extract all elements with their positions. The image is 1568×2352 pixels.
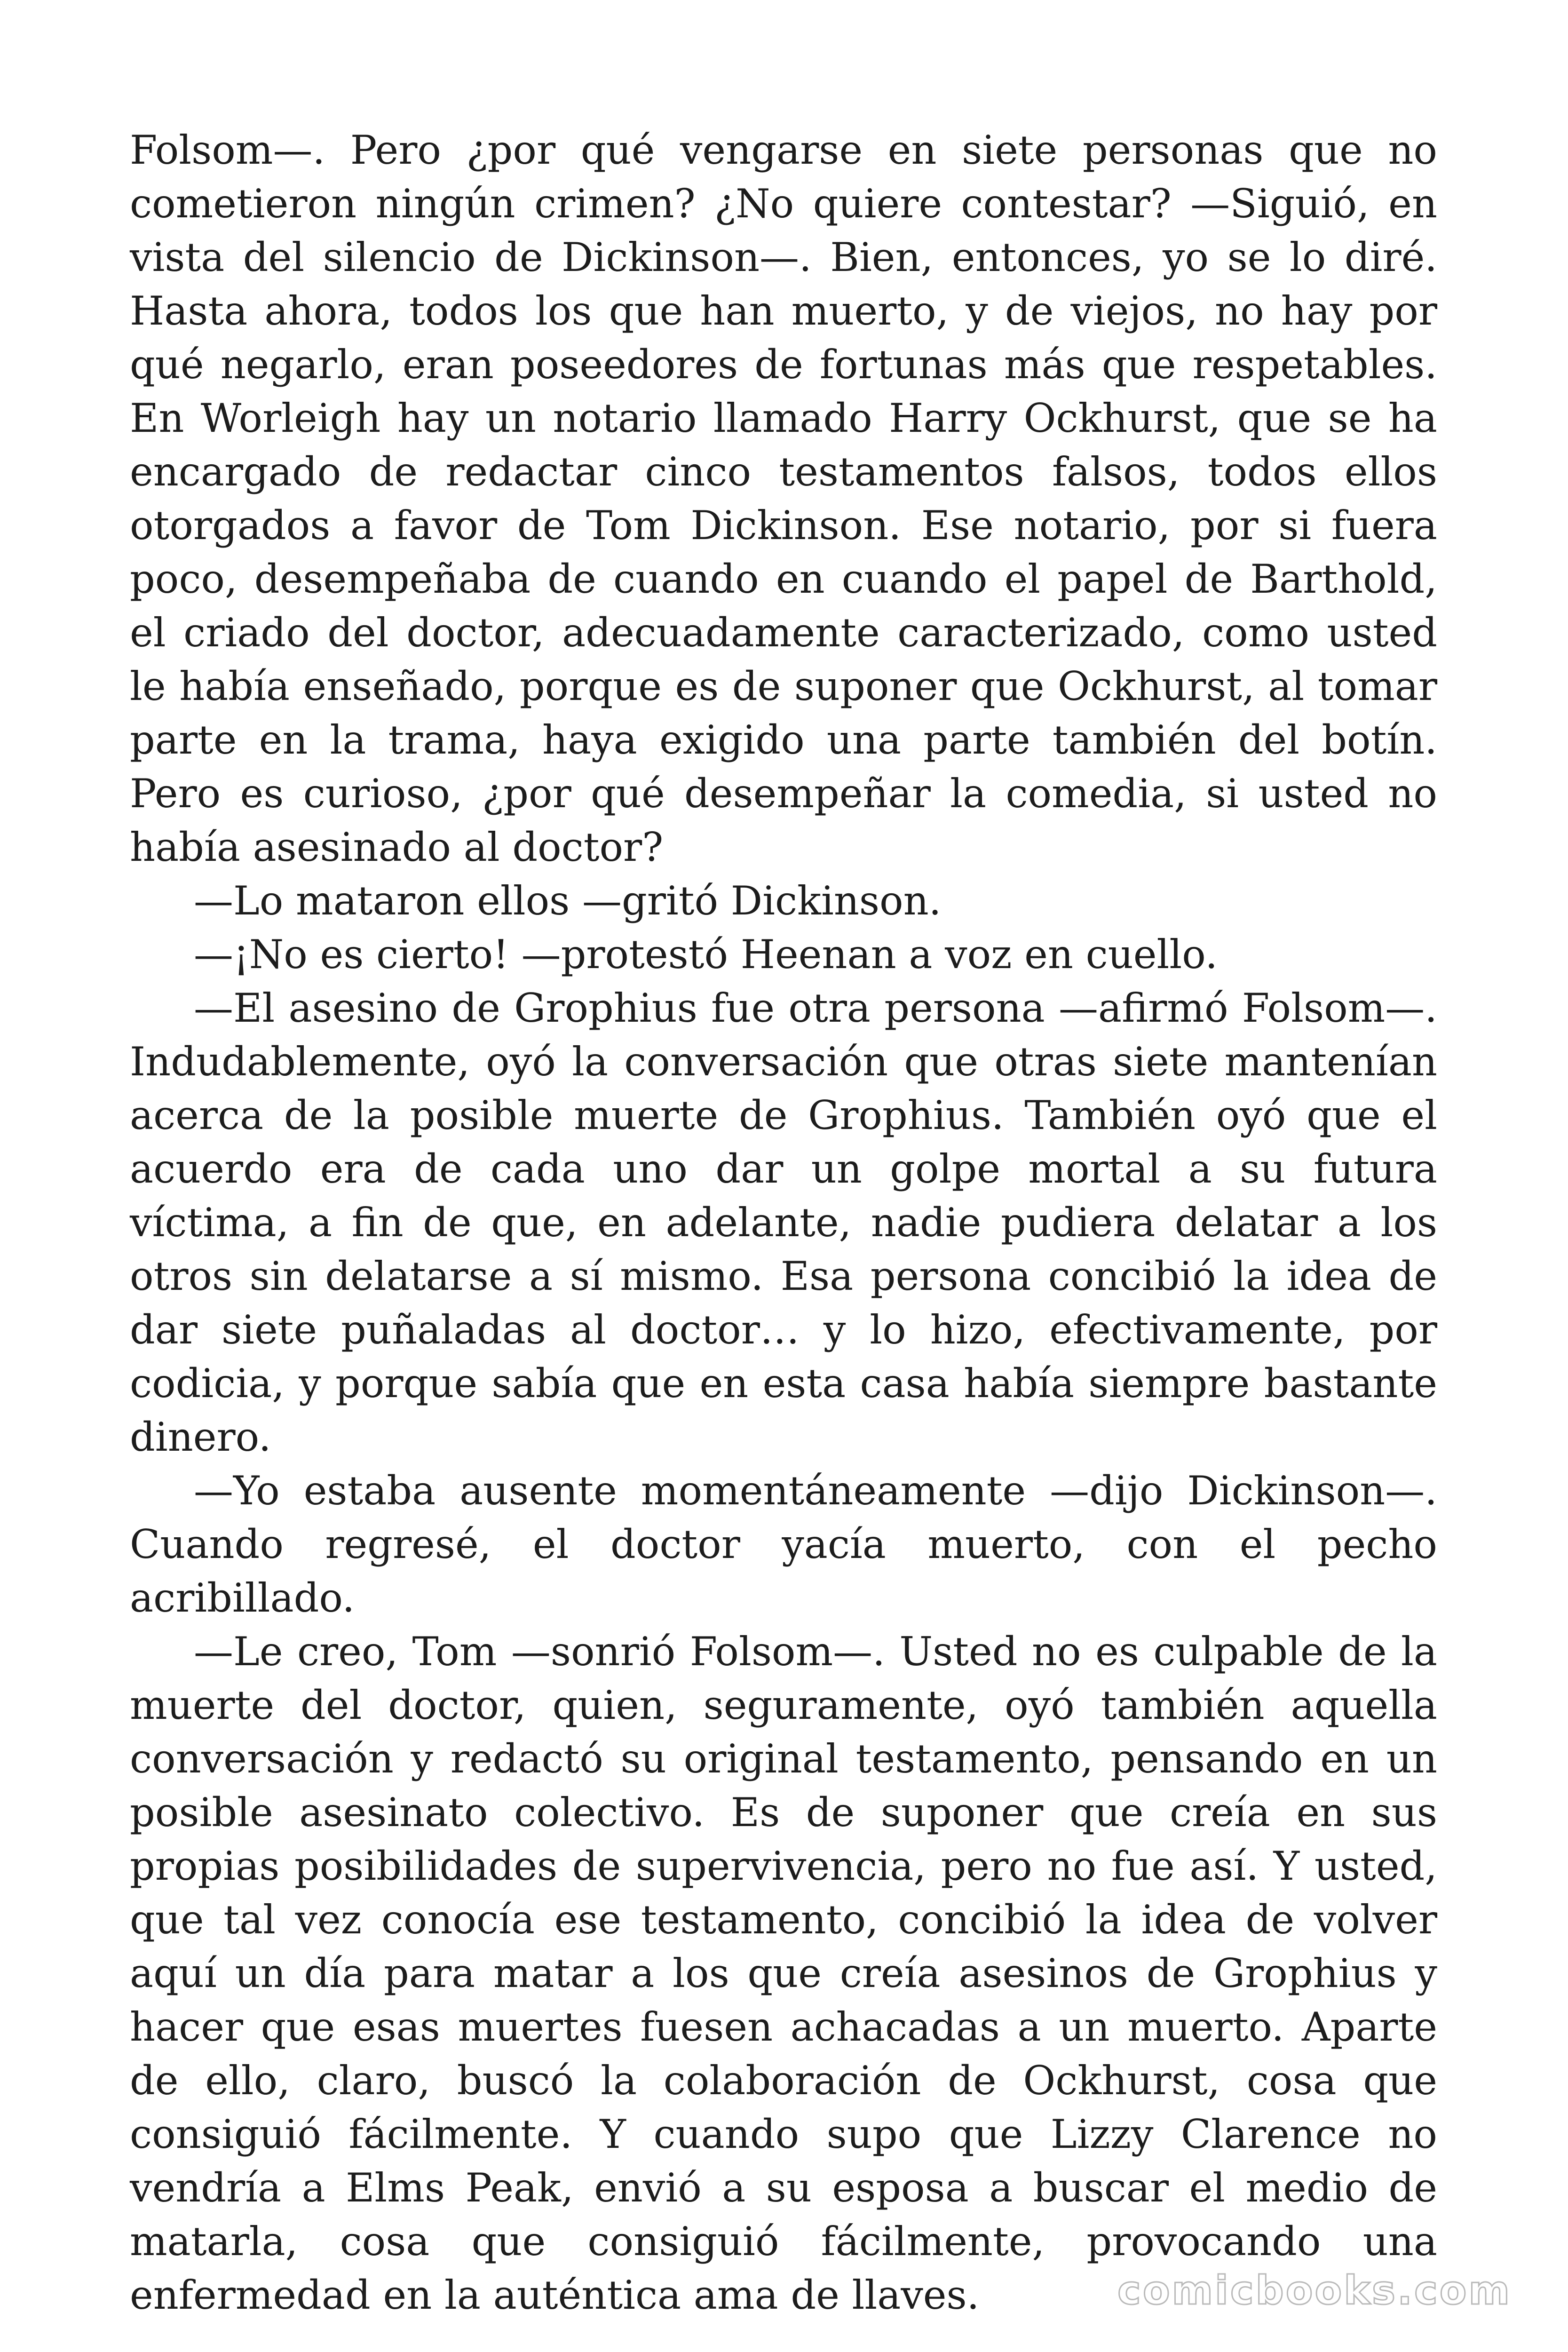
- paragraph: —Lo mataron ellos —gritó Dickinson.: [194, 878, 942, 924]
- paragraph: Folsom—. Pero ¿por qué vengarse en siete personas que no cometieron ningún crimen? ¿No quiere contestar? —Siguió, en vista del silencio de Dickinson—. Bien, entonces, yo se lo diré. Hasta ahora, todos los que han muerto, y de viejos, no hay por qué negarlo, eran poseedores de fortunas más que respetables. En Worleigh hay un notario llamado Harry Ockhurst, que se ha encargado de redactar cinco testamentos falsos, todos ellos otorgados a favor de Tom Dickinson. Ese notario, por si fuera poco, desempeñaba de cuando en cuando el papel de Barthold, el criado del doctor, adecuadamente caracterizado, como usted le había enseñado, porque es de suponer que Ockhurst, al tomar parte en la trama, haya exigido una parte también del botín. Pero es curioso, ¿por qué desempeñar la comedia, si usted no había asesinado al doctor?: [130, 127, 1437, 870]
- body-text: [130, 123, 1437, 2322]
- paragraph: —El asesino de Grophius fue otra persona —afirmó Folsom—. Indudablemente, oyó la conversación que otras siete mantenían acerca de la posible muerte de Grophius. También oyó que el acuerdo era de cada uno dar un golpe mortal a su futura víctima, a fin de que, en adelante, nadie pudiera delatar a los otros sin delatarse a sí mismo. Esa persona concibió la idea de dar siete puñaladas al doctor… y lo hizo, efectivamente, por codicia, y porque sabía que en esta casa había siempre bastante dinero.: [130, 985, 1437, 1460]
- watermark: comicbooks.com: [1117, 2267, 1512, 2313]
- paragraph: —Yo estaba ausente momentáneamente —dijo Dickinson—. Cuando regresé, el doctor yacía muerto, con el pecho acribillado.: [130, 1468, 1437, 1621]
- paragraph: —Le creo, Tom —sonrió Folsom—. Usted no es culpable de la muerte del doctor, quien, seguramente, oyó también aquella conversación y redactó su original testamento, pensando en un posible asesinato colectivo. Es de suponer que creía en sus propias posibilidades de supervivencia, pero no fue así. Y usted, que tal vez conocía ese testamento, concibió la idea de volver aquí un día para matar a los que creía asesinos de Grophius y hacer que esas muertes fuesen achacadas a un muerto. Aparte de ello, claro, buscó la colaboración de Ockhurst, cosa que consiguió fácilmente. Y cuando supo que Lizzy Clarence no vendría a Elms Peak, envió a su esposa a buscar el medio de matarla, cosa que consiguió fácilmente, provocando una enfermedad en la auténtica ama de llaves.: [130, 1629, 1437, 2318]
- paragraph: —¡No es cierto! —protestó Heenan a voz en cuello.: [194, 931, 1218, 977]
